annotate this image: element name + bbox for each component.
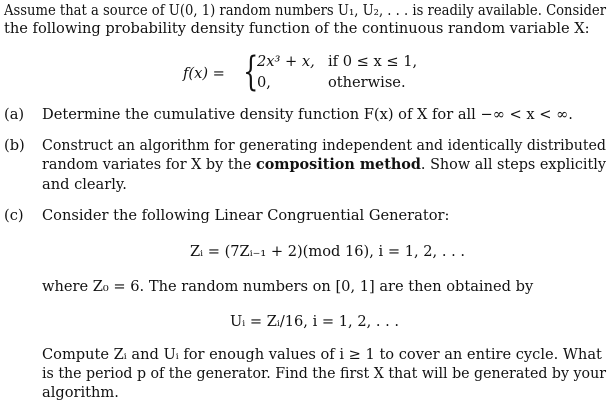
pdf-lhs: f(x) = [183, 65, 225, 82]
pdf-case2-cond: otherwise. [328, 74, 406, 91]
part-b-line-3: and clearly. [42, 176, 127, 193]
lcg-equation: Zᵢ = (7Zᵢ₋₁ + 2)(mod 16), i = 1, 2, . . . [190, 243, 466, 260]
part-a-label: (a) [4, 106, 25, 123]
part-c-final-1: Compute Zᵢ and Uᵢ for enough values of i ≥ 1 to cover an entire cycle. What [42, 346, 602, 363]
intro-line-1: Assume that a source of U(0, 1) random numbers U₁, U₂, . . . is readily available. Consider [4, 2, 606, 19]
pdf-case1-cond: if 0 ≤ x ≤ 1, [328, 53, 418, 70]
part-c-final-2: is the period p of the generator. Find the first X that will be generated by your [42, 365, 606, 382]
pdf-case2-expr: 0, [257, 74, 271, 91]
part-b-line-2-pre: random variates for X by the [42, 156, 256, 173]
uniform-equation: Uᵢ = Zᵢ/16, i = 1, 2, . . . [230, 313, 400, 330]
pdf-case1-expr: 2x³ + x, [257, 53, 315, 70]
part-c-final-3: algorithm. [42, 384, 119, 401]
left-brace-glyph: { [243, 49, 259, 95]
composition-method-term: composition method [255, 156, 421, 173]
part-c-label: (c) [4, 207, 24, 224]
part-b-line-1: Construct an algorithm for generating independent and identically distributed [42, 137, 606, 154]
part-a-text: Determine the cumulative density function F(x) of X for all −∞ < x < ∞. [42, 106, 573, 123]
part-b-label: (b) [4, 137, 25, 154]
part-b-line-2-post: . Show all steps explicitly [420, 156, 607, 173]
part-c-where: where Z₀ = 6. The random numbers on [0, 1] are then obtained by [42, 278, 534, 295]
part-c-line-1: Consider the following Linear Congruential Generator: [42, 207, 450, 224]
intro-line-2: the following probability density function of the continuous random variable X: [4, 20, 590, 37]
part-b-line-2 [42, 155, 606, 175]
